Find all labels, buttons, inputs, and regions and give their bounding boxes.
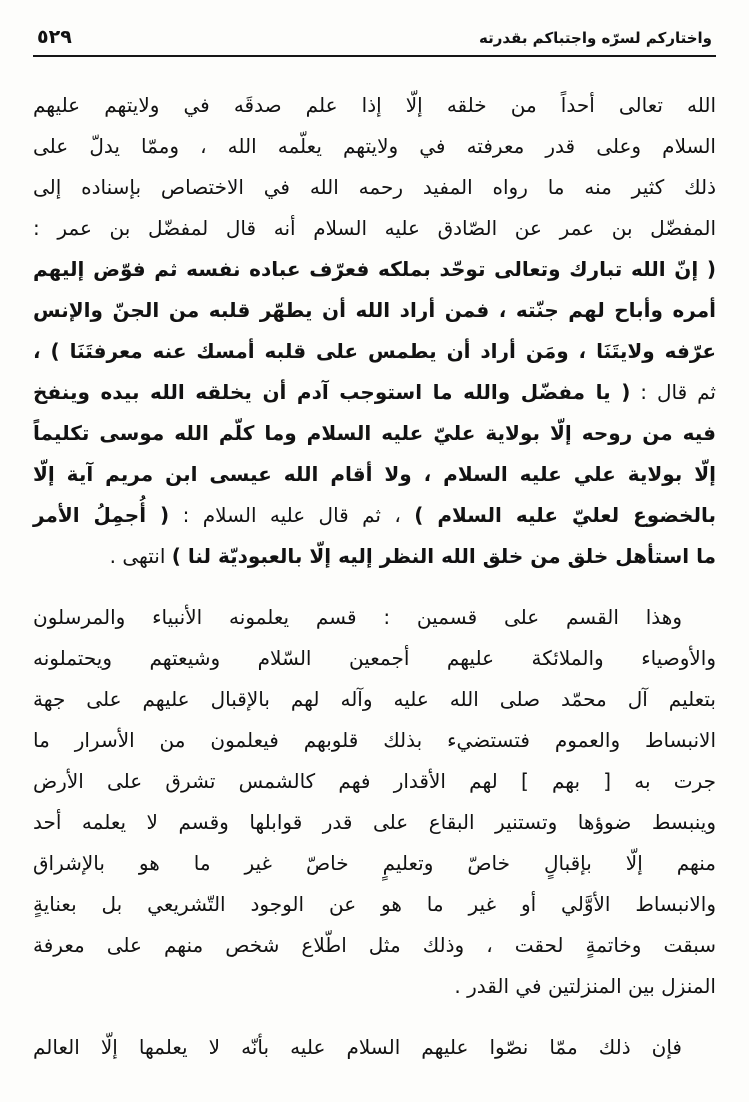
- running-title: واختاركم لسرّه واجتباكم بقدرته: [479, 29, 712, 47]
- text-line: [33, 925, 716, 966]
- text-segment: انتهى .: [109, 544, 172, 568]
- text-line: [33, 536, 716, 577]
- text-segment: ذلك كثير منه ما رواه المفيد رحمه الله في الاختصاص بإسناده إلى: [33, 175, 716, 199]
- page-body: [33, 85, 716, 1068]
- text-line: [33, 1027, 716, 1068]
- text-line: [33, 495, 716, 536]
- text-segment-bold: بالخضوع لعليّ عليه السلام ): [414, 503, 716, 527]
- text-segment: الله تعالى أحداً من خلقه إلّا إذا علم صدقَه في ولايتهم عليهم: [33, 93, 716, 117]
- text-line: [33, 679, 716, 720]
- text-line: [33, 761, 716, 802]
- text-segment-bold: فيه من روحه إلّا بولاية عليّ عليه السلام وما كلّم الله موسى تكليماً: [33, 421, 716, 445]
- text-segment: ثم قال :: [630, 380, 716, 404]
- text-line: [33, 208, 716, 249]
- text-segment: الانبساط والعموم فتستضيء بذلك قلوبهم فيعلمون من الأسرار ما: [33, 728, 716, 752]
- text-line: [33, 843, 716, 884]
- text-line: [33, 85, 716, 126]
- text-line: [33, 802, 716, 843]
- text-segment: السلام وعلى قدر معرفته في ولايتهم يعلّمه الله ، وممّا يدلّ على: [33, 134, 716, 158]
- text-segment: المنزل بين المنزلتين في القدر .: [454, 974, 716, 998]
- text-line: [33, 454, 716, 495]
- text-segment: والأوصياء والملائكة عليهم أجمعين السّلام وشيعتهم ويحتملونه: [33, 646, 716, 670]
- text-segment-bold: عرّفه ولايتَنَا ، ومَن أراد أن يطمس على قلبه أمسك عنه معرفتَنَا ) ،: [33, 339, 716, 363]
- text-segment: منهم إلّا بإقبالٍ خاصّ وتعليمٍ خاصّ غير ما هو بالإشراق: [33, 851, 716, 875]
- text-line: [33, 290, 716, 331]
- text-segment-bold: أمره وأباح لهم جنّته ، فمن أراد الله أن يطهّر قلبه من الجنّ والإنس: [33, 298, 716, 322]
- text-line: [33, 413, 716, 454]
- text-line: [33, 884, 716, 925]
- text-line: [33, 126, 716, 167]
- text-line: [33, 372, 716, 413]
- text-segment: المفضّل بن عمر عن الصّادق عليه السلام أنه قال لمفضّل بن عمر :: [33, 216, 716, 240]
- text-line: [33, 966, 716, 1007]
- page-header: [33, 26, 716, 48]
- text-segment: جرت به [ بهم ] لهم الأقدار فهم كالشمس تشرق على الأرض: [33, 769, 716, 793]
- text-line: [33, 638, 716, 679]
- page-number: ٥٢٩: [37, 26, 72, 48]
- text-segment: فإن ذلك ممّا نصّوا عليهم السلام عليه بأنّه لا يعلمها إلّا العالم: [33, 1035, 682, 1059]
- text-line: [33, 720, 716, 761]
- text-segment: سبقت وخاتمةٍ لحقت ، وذلك مثل اطّلاع شخص منهم على معرفة: [33, 933, 716, 957]
- text-line: [33, 331, 716, 372]
- text-line: [33, 249, 716, 290]
- text-segment-bold: ( يا مفضّل والله ما استوجب آدم أن يخلقه الله بيده وينفخ: [33, 380, 631, 404]
- header-divider: [33, 55, 716, 57]
- text-segment-bold: ( أُجمِلُ الأمر: [33, 503, 170, 527]
- text-line: [33, 167, 716, 208]
- text-segment: بتعليم آل محمّد صلى الله عليه وآله لهم بالإقبال عليهم على جهة: [33, 687, 716, 711]
- text-line: [33, 597, 716, 638]
- text-segment: ، ثم قال عليه السلام :: [169, 503, 415, 527]
- text-segment: وينبسط ضوؤها وتستنير البقاع على قدر قوابلها وقسم لا يعلمه أحد: [33, 810, 716, 834]
- text-segment: والانبساط الأوَّلي أو غير ما هو عن الوجود التّشريعي بل بعنايةٍ: [33, 892, 716, 916]
- text-segment-bold: ما استأهل خلق من خلق الله النظر إليه إلّا بالعبوديّة لنا ): [171, 544, 716, 568]
- text-segment-bold: ( إنّ الله تبارك وتعالى توحّد بملكه فعرّف عباده نفسه ثم فوّض إليهم: [33, 257, 716, 281]
- text-segment-bold: إلّا بولاية علي عليه السلام ، ولا أقام الله عيسى ابن مريم آية إلّا: [33, 462, 716, 486]
- text-segment: وهذا القسم على قسمين : قسم يعلمونه الأنبياء والمرسلون: [33, 605, 682, 629]
